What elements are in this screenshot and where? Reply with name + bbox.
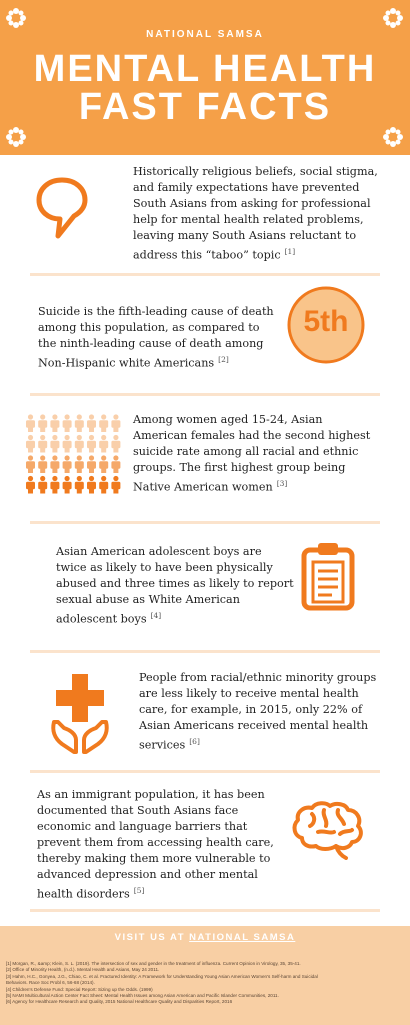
fact-line: abused and three times as likely to report (56, 577, 294, 590)
reference-marker: [6] (189, 737, 200, 746)
person-figure (111, 476, 120, 494)
badge-text: 5th (303, 305, 349, 338)
fact-line: American females had the second highest (133, 429, 371, 442)
references-list (6, 961, 406, 1006)
fact-line: groups. The first highest group being (133, 461, 346, 474)
fact-line: services (139, 738, 186, 752)
person-figure (63, 435, 72, 453)
fact-line: among this population, as compared to (38, 321, 260, 334)
person-figure (111, 435, 120, 453)
page-title (0, 50, 410, 126)
visit-prefix: VISIT US AT (114, 932, 190, 943)
fact-line: advanced depression and other mental (37, 868, 258, 881)
person-figure (75, 414, 84, 432)
fact-line: Native American women (133, 480, 273, 494)
fact-line: the ninth-leading cause of death among (38, 337, 264, 350)
fact-1-text (133, 164, 383, 264)
speech-bubble-icon (36, 176, 88, 242)
person-figure (63, 476, 72, 494)
reference-marker: [3] (276, 479, 288, 488)
fifth-badge-icon (286, 285, 366, 365)
fact-line: Asian Americans received mental health (139, 719, 369, 732)
flower-icon (382, 126, 404, 148)
fact-line: As an immigrant population, it has been (37, 788, 265, 801)
fact-line: People from racial/ethnic minority groups (139, 671, 377, 684)
fact-line: address this “taboo” topic (133, 248, 281, 262)
person-figure (99, 414, 108, 432)
person-figure (111, 414, 120, 432)
person-figure (63, 455, 72, 473)
reference-entry: [5] NAMI Multicultural Action Center Fact Sheet: Mental Health Issues among Asian American and Pacific Islander Communities, 2011. (6, 993, 279, 999)
person-figure (26, 455, 35, 473)
reference-marker: [5] (133, 886, 145, 895)
fact-line: South Asians from asking for professional (133, 197, 371, 210)
person-figure (99, 455, 108, 473)
visit-link[interactable]: NATIONAL SAMSA (189, 932, 296, 943)
fact-line: Historically religious beliefs, social stigma, (133, 165, 378, 178)
person-figure (50, 476, 59, 494)
person-figure (38, 455, 47, 473)
reference-entry: [6] Agency for Healthcare Research and Quality, 2015 National Healthcare Quality and Disparities Report, 2016 (6, 999, 233, 1005)
person-figure (99, 435, 108, 453)
person-figure (87, 414, 96, 432)
fact-line: are less likely to receive mental health (139, 687, 359, 700)
flower-icon (5, 7, 27, 29)
title-line-1: MENTAL HEALTH (33, 48, 377, 90)
person-figure (26, 414, 35, 432)
person-figure (75, 455, 84, 473)
person-figure (87, 435, 96, 453)
fact-line: sexual abuse as White American (56, 593, 240, 606)
person-figure (38, 414, 47, 432)
section-divider (30, 521, 380, 524)
person-figure (87, 476, 96, 494)
fact-line: Asian American adolescent boys are (56, 545, 262, 558)
reference-marker: [2] (218, 355, 229, 364)
person-figure (38, 435, 47, 453)
fact-line: help for mental health related problems, (133, 213, 364, 226)
person-figure (87, 455, 96, 473)
fact-line: prevent them from accessing health care, (37, 836, 274, 849)
reference-marker: [1] (284, 247, 296, 256)
fact-line: health disorders (37, 887, 130, 901)
clipboard-icon (300, 540, 356, 612)
person-figure (75, 476, 84, 494)
fact-line: documented that South Asians face (37, 804, 239, 817)
title-line-2: FAST FACTS (78, 86, 332, 128)
fact-line: leaving many South Asians reluctant to (133, 229, 357, 242)
fact-line: suicide rate among all racial and ethnic (133, 445, 359, 458)
fact-line: Suicide is the fifth-leading cause of death (38, 305, 274, 318)
section-divider (30, 393, 380, 396)
reference-entry: [3] Hahm, H.C., Gonyea, J.G., Chiao, C. et al. Fractured Identity: A Framework for Understanding Young Asian American Women's Self-harm and Suicidal (6, 973, 318, 979)
fact-3-text (133, 412, 393, 496)
flower-icon (5, 126, 27, 148)
reference-entry: [2] Office of Minority Health, (n.d.). Mental Health and Asians, May 24 2011. (6, 967, 160, 973)
fact-line: Non-Hispanic white Americans (38, 356, 215, 370)
fact-line: and family expectations have prevented (133, 181, 360, 194)
reference-marker: [4] (150, 611, 162, 620)
care-hands-icon (48, 672, 112, 754)
fact-5-text (139, 670, 389, 754)
fact-2-text (38, 304, 278, 372)
person-figure (111, 455, 120, 473)
section-divider (30, 650, 380, 653)
person-figure (75, 435, 84, 453)
flower-icon (382, 7, 404, 29)
fact-line: care, for example, in 2015, only 22% of (139, 703, 363, 716)
person-figure (50, 414, 59, 432)
reference-entry: [1] Morgan, R., &amp; Klein, S. L. (2019). The intersection of sex and gender in the treatment of influenza. Current Opinion in Virology, 35, 35-41. (6, 961, 301, 966)
person-figure (26, 476, 35, 494)
fact-line: twice as likely to have been physically (56, 561, 273, 574)
brain-icon (290, 800, 366, 860)
reference-entry: Behaviors. Race Soc Probl 6, 56-68 (2014). (6, 980, 95, 986)
person-figure (50, 455, 59, 473)
section-divider (30, 273, 380, 276)
section-divider (30, 909, 380, 912)
people-grid-icon (24, 414, 124, 496)
person-figure (50, 435, 59, 453)
fact-6-text (37, 787, 287, 903)
person-figure (63, 414, 72, 432)
fact-line: thereby making them more vulnerable to (37, 852, 271, 865)
fact-line: adolescent boys (56, 612, 147, 626)
visit-us-line (0, 932, 410, 943)
section-divider (30, 770, 380, 773)
reference-entry: [4] Children's Defense Fund: Special Report: Sizing up the Odds. (1999) (6, 986, 153, 992)
person-figure (26, 435, 35, 453)
fact-line: economic and language barriers that (37, 820, 248, 833)
org-name: NATIONAL SAMSA (146, 29, 264, 40)
person-figure (99, 476, 108, 494)
fact-4-text (56, 544, 296, 628)
fact-line: Among women aged 15-24, Asian (133, 413, 323, 426)
person-figure (38, 476, 47, 494)
